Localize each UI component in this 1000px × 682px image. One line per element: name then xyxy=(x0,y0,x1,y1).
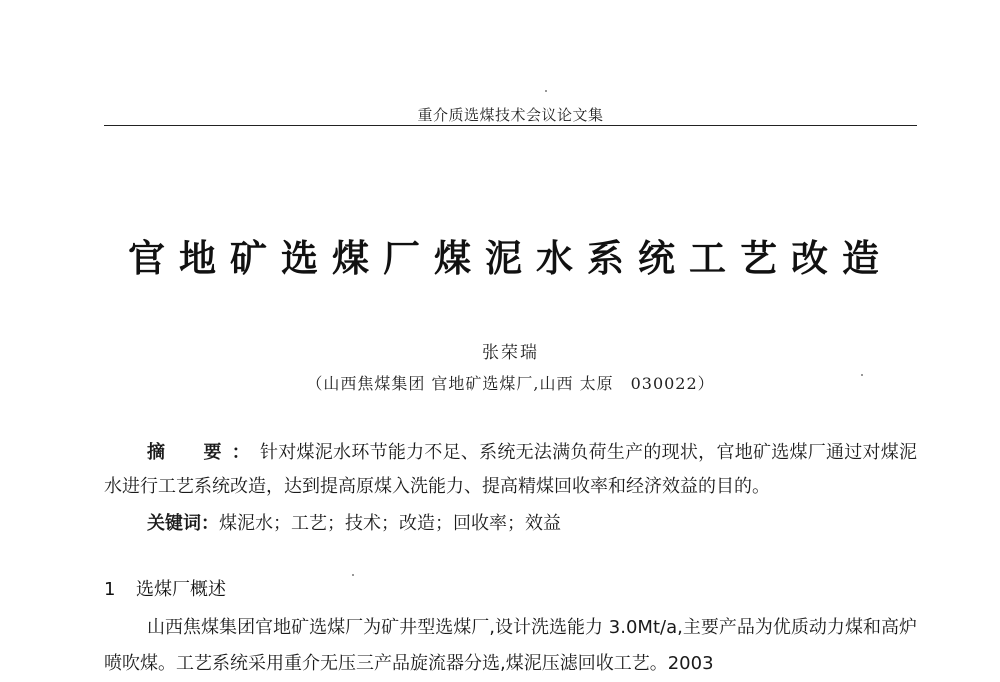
author-affiliation: （山西焦煤集团 官地矿选煤厂,山西 太原 030022） xyxy=(306,374,715,393)
abstract xyxy=(104,436,917,504)
keywords xyxy=(147,507,917,541)
header-rule xyxy=(104,125,917,126)
paper-title: 官地矿选煤厂煤泥水系统工艺改造 xyxy=(128,236,893,280)
keywords-label: 关键词： xyxy=(147,513,219,534)
section-paragraph: 山西焦煤集团官地矿选煤厂为矿井型选煤厂,设计洗选能力 3.0Mt/a,主要产品为优质动力煤和高炉喷吹煤。工艺系统采用重介无压三产品旋流器分选,煤泥压滤回收工艺。2003 xyxy=(104,617,917,674)
author-name: 张荣瑞 xyxy=(482,343,539,363)
running-header: 重介质选煤技术会议论文集 xyxy=(417,106,604,124)
abstract-text: 针对煤泥水环节能力不足、系统无法满负荷生产的现状，官地矿选煤厂通过对煤泥水进行工艺系统改造，达到提高原煤入洗能力、提高精煤回收率和经济效益的目的。 xyxy=(104,442,918,497)
scan-speck xyxy=(352,574,354,576)
scan-speck xyxy=(545,90,547,92)
scan-speck xyxy=(861,374,863,376)
section-number: 1 xyxy=(104,579,116,600)
section-title: 选煤厂概述 xyxy=(136,579,226,600)
abstract-label: 摘 要： xyxy=(147,442,261,463)
section-heading xyxy=(104,575,226,605)
keywords-text: 煤泥水；工艺；技术；改造；回收率；效益 xyxy=(219,513,561,534)
